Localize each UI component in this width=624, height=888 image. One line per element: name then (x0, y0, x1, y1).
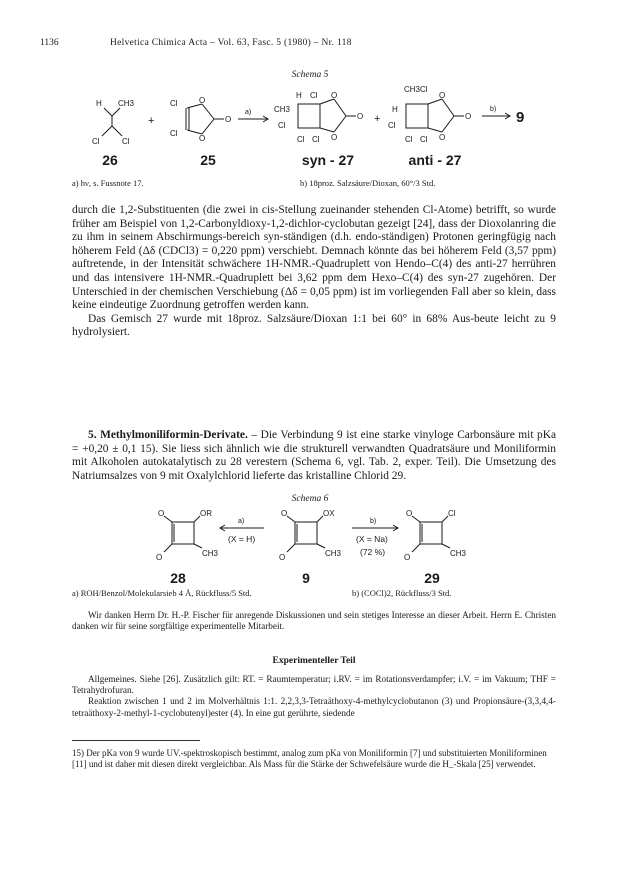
s6-arrow-a: a) (238, 518, 245, 525)
s5-anti-h: H (392, 105, 398, 114)
experimental-heading: Experimenteller Teil (272, 656, 356, 666)
s5-anti-cl-left: Cl (388, 121, 396, 130)
acknowledgement: Wir danken Herrn Dr. H.-P. Fischer für anregende Diskussionen und sein stetiges Interesse an dieser Arbeit. Herrn E. Christen danken wir für seine sorgfältige experimentelle Mitarbeit. (72, 610, 556, 632)
s6-9-ox: OX (323, 509, 335, 518)
s5-syn-h: H (296, 91, 302, 100)
para2-text: Das Gemisch 27 wurde mit 18proz. Salzsäure/Dioxan 1:1 bei 60° in 68% Aus-beute leicht zu 9 hydrolysiert. (72, 312, 556, 339)
scheme6-note-b: b) (COCl)2, Rückfluss/3 Std. (352, 588, 452, 598)
s6-9-o2: O (279, 553, 286, 562)
compound-label-28: 28 (170, 570, 186, 586)
s5-anti-o1: O (439, 91, 446, 100)
s6-28-o2: O (156, 553, 163, 562)
s6-cond-left: (X = H) (228, 534, 256, 544)
s6-28-or: OR (200, 509, 212, 518)
s5-25-o2: O (199, 134, 206, 143)
compound-label-29: 29 (424, 570, 440, 586)
s5-26-cl1: Cl (92, 137, 100, 146)
s5-anti-cl-b2: Cl (420, 135, 428, 144)
scheme5-caption: Schema 5 (291, 70, 329, 80)
s5-arrow-b: b) (490, 106, 497, 113)
s6-yield: (72 %) (360, 547, 386, 557)
s6-29-cl: Cl (448, 509, 456, 518)
scheme5-note-b: b) 18proz. Salzsäure/Dioxan, 60°/3 Std. (300, 178, 436, 188)
s5-anti-cl-top: Cl (420, 85, 428, 94)
s6-arrow-b: b) (370, 518, 377, 525)
scheme6-note-a: a) ROH/Benzol/Molekularsieb 4 Å, Rückfluss/5 Std. (72, 588, 252, 598)
s5-25-o3: O (225, 115, 232, 124)
s5-syn-cl-b2: Cl (312, 135, 320, 144)
s6-29-o: O (406, 509, 413, 518)
s6-cond-right: (X = Na) (356, 534, 388, 544)
s5-plus1: + (148, 115, 155, 127)
s5-26-cl2: Cl (122, 137, 130, 146)
s5-syn-cl-left: Cl (278, 121, 286, 130)
s5-26-h: H (96, 99, 102, 108)
experimental-general: Allgemeines. Siehe [26]. Zusätzlich gilt: RT. = Raumtemperatur; i.RV. = im Rotationsverdampfer; i.V. = im Vakuum; THF = Tetrahydrofuran. (72, 674, 556, 696)
s5-26-ch3: CH3 (118, 99, 135, 108)
section-5 (72, 429, 556, 483)
footnote-rule (72, 740, 200, 741)
s5-syn-ch3: CH3 (274, 105, 291, 114)
s5-product: 9 (516, 109, 525, 126)
journal-title: Helvetica Chimica Acta – Vol. 63, Fasc. 5 (1980) – Nr. 118 (110, 38, 352, 48)
s5-syn-cl-b1: Cl (297, 135, 305, 144)
compound-label-9: 9 (302, 570, 310, 586)
s5-syn-o3: O (357, 112, 364, 121)
section5-text: – Die Verbindung 9 ist eine starke vinyloge Carbonsäure mit pKa = +0,20 ± 0,1 15). Sie liess sich ähnlich wie die strukturell verwandten Quadratsäure und Moniliformin mit Alkoholen autokatalytisch zu 28 verestern (Schema 6, vgl. Tab. 2, exper. Teil). Die Umsetzung des Natriumsalzes von 9 mit Oxalylchlorid lieferte das kristalline Chlorid 29. (72, 429, 557, 482)
s5-syn-cl-top: Cl (310, 91, 318, 100)
s5-25-cl1: Cl (170, 99, 178, 108)
s5-anti-o2: O (439, 133, 446, 142)
page-number: 1136 (40, 38, 59, 48)
s6-29-ch3: CH3 (450, 549, 467, 558)
scheme5-note-a: a) hν, s. Fussnote 17. (72, 178, 144, 188)
body-paragraph-1 (72, 204, 556, 340)
section5-heading: 5. Methylmoniliformin-Derivate. (88, 429, 248, 441)
scheme5-structures (90, 84, 540, 148)
s5-arrow-a: a) (245, 109, 252, 116)
compound-label-anti27: anti - 27 (408, 152, 462, 168)
s5-anti-cl-b1: Cl (405, 135, 413, 144)
experimental-reaction: Reaktion zwischen 1 und 2 im Molverhältnis 1:1. 2,2,3,3-Tetraäthoxy-4-methylcyclobutanon (3) und Propionsäure-(3,3,4,4-tetraäthoxy-2-methyl-1-cyclobutenyl)ester (4). In eine gut gerührte, siedende (72, 696, 556, 718)
s5-25-o1: O (199, 96, 206, 105)
compound-label-26: 26 (102, 152, 118, 168)
compound-label-syn27: syn - 27 (301, 152, 355, 168)
experimental-text (72, 674, 556, 719)
s6-29-o2: O (404, 553, 411, 562)
s5-25-cl2: Cl (170, 129, 178, 138)
footnote-15: 15) Der pKa von 9 wurde UV.-spektroskopisch bestimmt, analog zum pKa von Moniliformin [7] und substituierten Moniliforminen [11] und ist daher mit diesen direkt vergleichbar. Als Mass für die Stärke der Schwefelsäure wurde die H_-Skala [25] verwendet. (72, 748, 547, 770)
s6-9-o: O (281, 509, 288, 518)
scheme6-structures (150, 508, 480, 570)
s5-syn-o2: O (331, 133, 338, 142)
scheme6-caption: Schema 6 (291, 494, 329, 504)
s6-9-ch3: CH3 (325, 549, 342, 558)
s5-anti-ch3: CH3 (404, 85, 421, 94)
s6-28-ch3: CH3 (202, 549, 219, 558)
s5-anti-o3: O (465, 112, 472, 121)
compound-label-25: 25 (200, 152, 216, 168)
s5-plus2: + (374, 113, 381, 125)
s6-28-o: O (158, 509, 165, 518)
s5-syn-o1: O (331, 91, 338, 100)
para1-text: durch die 1,2-Substituenten (die zwei in cis-Stellung zueinander stehenden Cl-Atome) betrifft, so wurde früher am Beispiel von 1,2-Carbonyldioxy-1,2-dichlor-cyclobutan gezeigt [24], dass der Dioxolanring die zu ihm in seinem Abschirmungs-bereich syn-ständigen (d.h. endo-ständigen) Protonen geringfügig nach höherem Feld (Δδ (CDCl3) = 0,220 ppm) verschiebt. Demnach könnte das bei höherem Feld (3,57 ppm) auftretende, in der Intensität schwächere 1H-NMR.-Quadruplett von Hendo–C(4) des anti-27 herrühren und das intensivere 1H-NMR.-Quadruplett bei 3,62 ppm dem Hexo–C(4) des syn-27 zugehören. Der Unterschied in der chemischen Verschiebung (Δδ = 0,05 ppm) ist im vorliegenden Fall aber so klein, dass keine eindeutige Zuordnung getroffen werden kann. (72, 204, 556, 312)
